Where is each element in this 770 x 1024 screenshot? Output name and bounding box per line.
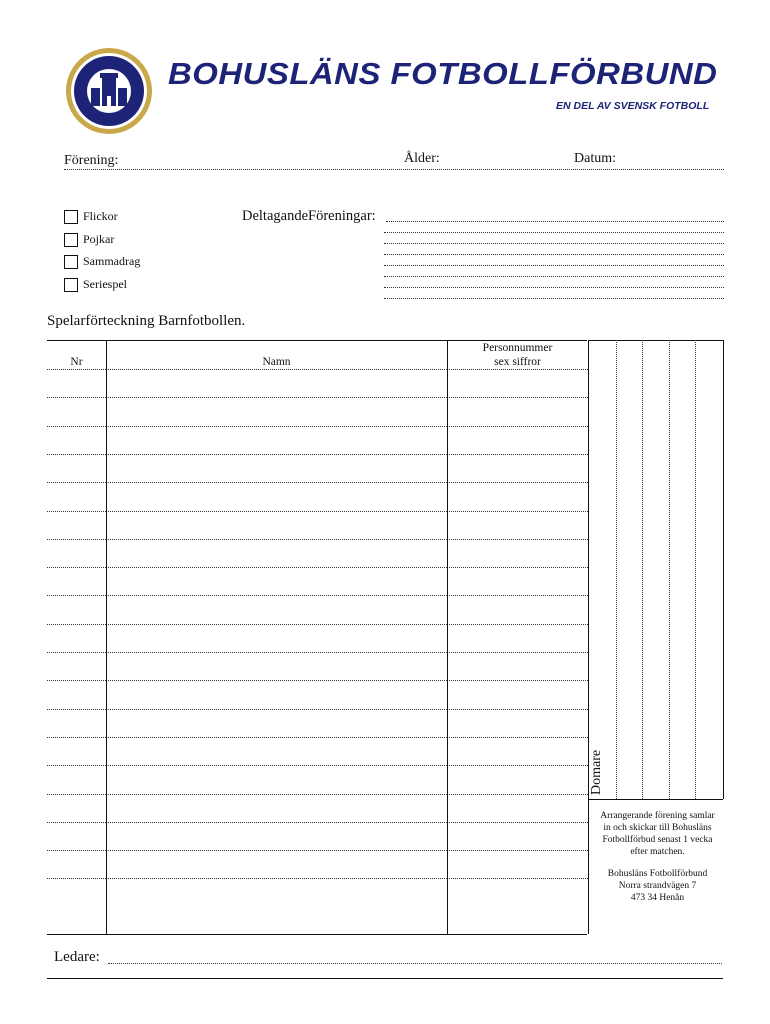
federation-address bbox=[590, 868, 725, 904]
personnummer-cell[interactable] bbox=[449, 369, 588, 370]
note-line: in och skickar till Bohusläns bbox=[603, 823, 712, 833]
flickor-label: Flickor bbox=[83, 209, 118, 223]
federation-logo bbox=[64, 46, 154, 136]
seriespel-checkbox[interactable] bbox=[64, 278, 78, 292]
domare-divider-4 bbox=[695, 340, 696, 799]
nr-cell[interactable] bbox=[47, 680, 106, 681]
alder-label: Ålder: bbox=[404, 151, 440, 166]
nr-cell[interactable] bbox=[47, 454, 106, 455]
note-line: Arrangerande förening samlar bbox=[600, 811, 715, 821]
nr-cell[interactable] bbox=[47, 624, 106, 625]
personnummer-cell[interactable] bbox=[449, 624, 588, 625]
nr-namn-divider bbox=[106, 340, 107, 934]
nr-cell[interactable] bbox=[47, 482, 106, 483]
forening-label: Förening: bbox=[64, 153, 119, 168]
nr-cell[interactable] bbox=[47, 397, 106, 398]
col-header-namn: Namn bbox=[262, 356, 291, 368]
address-line: Bohusläns Fotbollförbund bbox=[607, 869, 708, 879]
personnummer-cell[interactable] bbox=[449, 878, 588, 879]
domare-divider-2 bbox=[642, 340, 643, 799]
pojkar-label: Pojkar bbox=[83, 232, 115, 246]
deltagande-line-7[interactable] bbox=[384, 287, 724, 288]
col-header-nr: Nr bbox=[70, 356, 83, 368]
address-line: 473 34 Henån bbox=[630, 893, 685, 903]
deltagande-line-6[interactable] bbox=[384, 276, 724, 277]
forening-alder-datum-line[interactable] bbox=[64, 169, 724, 170]
col-header-personnummer: Personnummer bbox=[482, 342, 553, 354]
organization-subtitle: EN DEL AV SVENSK FOTBOLL bbox=[556, 100, 710, 112]
personnummer-cell[interactable] bbox=[449, 765, 588, 766]
deltagande-line-5[interactable] bbox=[384, 265, 724, 266]
personnummer-cell[interactable] bbox=[449, 539, 588, 540]
ledare-line[interactable] bbox=[108, 963, 722, 964]
datum-label: Datum: bbox=[574, 151, 616, 166]
nr-cell[interactable] bbox=[47, 822, 106, 823]
namn-cell[interactable] bbox=[108, 397, 447, 398]
namn-cell[interactable] bbox=[108, 426, 447, 427]
personnummer-cell[interactable] bbox=[449, 709, 588, 710]
personnummer-cell[interactable] bbox=[449, 595, 588, 596]
namn-cell[interactable] bbox=[108, 878, 447, 879]
namn-cell[interactable] bbox=[108, 765, 447, 766]
domare-divider-1 bbox=[616, 340, 617, 799]
personnummer-cell[interactable] bbox=[449, 794, 588, 795]
domare-right-border bbox=[723, 340, 724, 799]
nr-cell[interactable] bbox=[47, 794, 106, 795]
table-bottom-border bbox=[47, 934, 587, 935]
domare-bottom-border bbox=[588, 799, 723, 800]
personnummer-cell[interactable] bbox=[449, 652, 588, 653]
nr-cell[interactable] bbox=[47, 850, 106, 851]
note-line: Fotbollförbud senast 1 vecka bbox=[602, 835, 713, 845]
personnummer-cell[interactable] bbox=[449, 511, 588, 512]
namn-cell[interactable] bbox=[108, 794, 447, 795]
namn-cell[interactable] bbox=[108, 709, 447, 710]
personnummer-cell[interactable] bbox=[449, 567, 588, 568]
nr-cell[interactable] bbox=[47, 369, 106, 370]
personnummer-cell[interactable] bbox=[449, 737, 588, 738]
personnummer-cell[interactable] bbox=[449, 680, 588, 681]
nr-cell[interactable] bbox=[47, 652, 106, 653]
namn-cell[interactable] bbox=[108, 652, 447, 653]
deltagande-line-3[interactable] bbox=[384, 243, 724, 244]
col-header-personnummer-sub: sex siffror bbox=[494, 356, 541, 368]
personnummer-cell[interactable] bbox=[449, 850, 588, 851]
sammadrag-label: Sammadrag bbox=[83, 254, 141, 268]
personnummer-cell[interactable] bbox=[449, 454, 588, 455]
deltagande-foreningar-label: DeltagandeFöreningar: bbox=[242, 208, 376, 224]
domare-top-border bbox=[588, 340, 723, 341]
sammadrag-checkbox[interactable] bbox=[64, 255, 78, 269]
section-title: Spelarförteckning Barnfotbollen. bbox=[47, 313, 246, 329]
personnummer-right-border bbox=[588, 340, 589, 934]
namn-cell[interactable] bbox=[108, 680, 447, 681]
personnummer-cell[interactable] bbox=[449, 822, 588, 823]
namn-cell[interactable] bbox=[108, 482, 447, 483]
nr-cell[interactable] bbox=[47, 737, 106, 738]
domare-label: Domare bbox=[589, 749, 604, 795]
namn-cell[interactable] bbox=[108, 369, 447, 370]
domare-divider-3 bbox=[669, 340, 670, 799]
pojkar-checkbox[interactable] bbox=[64, 233, 78, 247]
nr-cell[interactable] bbox=[47, 765, 106, 766]
deltagande-line-1[interactable] bbox=[386, 221, 724, 222]
deltagande-line-8[interactable] bbox=[384, 298, 724, 299]
organization-title: BOHUSLÄNS FOTBOLLFÖRBUND bbox=[168, 56, 718, 91]
nr-cell[interactable] bbox=[47, 709, 106, 710]
namn-cell[interactable] bbox=[108, 567, 447, 568]
ledare-label: Ledare: bbox=[54, 949, 100, 965]
namn-personnummer-divider bbox=[447, 340, 448, 934]
submission-note bbox=[590, 810, 725, 858]
namn-cell[interactable] bbox=[108, 850, 447, 851]
note-line: efter matchen. bbox=[630, 847, 685, 857]
namn-cell[interactable] bbox=[108, 595, 447, 596]
nr-cell[interactable] bbox=[47, 539, 106, 540]
flickor-checkbox[interactable] bbox=[64, 210, 78, 224]
seriespel-label: Seriespel bbox=[83, 277, 127, 291]
nr-cell[interactable] bbox=[47, 567, 106, 568]
namn-cell[interactable] bbox=[108, 511, 447, 512]
nr-cell[interactable] bbox=[47, 426, 106, 427]
personnummer-cell[interactable] bbox=[449, 482, 588, 483]
namn-cell[interactable] bbox=[108, 737, 447, 738]
nr-cell[interactable] bbox=[47, 511, 106, 512]
namn-cell[interactable] bbox=[108, 539, 447, 540]
nr-cell[interactable] bbox=[47, 878, 106, 879]
nr-cell[interactable] bbox=[47, 595, 106, 596]
namn-cell[interactable] bbox=[108, 454, 447, 455]
personnummer-cell[interactable] bbox=[449, 426, 588, 427]
address-line: Norra strandvägen 7 bbox=[618, 881, 697, 891]
namn-cell[interactable] bbox=[108, 822, 447, 823]
footer-border bbox=[47, 978, 723, 979]
personnummer-cell[interactable] bbox=[449, 397, 588, 398]
deltagande-line-2[interactable] bbox=[384, 232, 724, 233]
namn-cell[interactable] bbox=[108, 624, 447, 625]
deltagande-line-4[interactable] bbox=[384, 254, 724, 255]
